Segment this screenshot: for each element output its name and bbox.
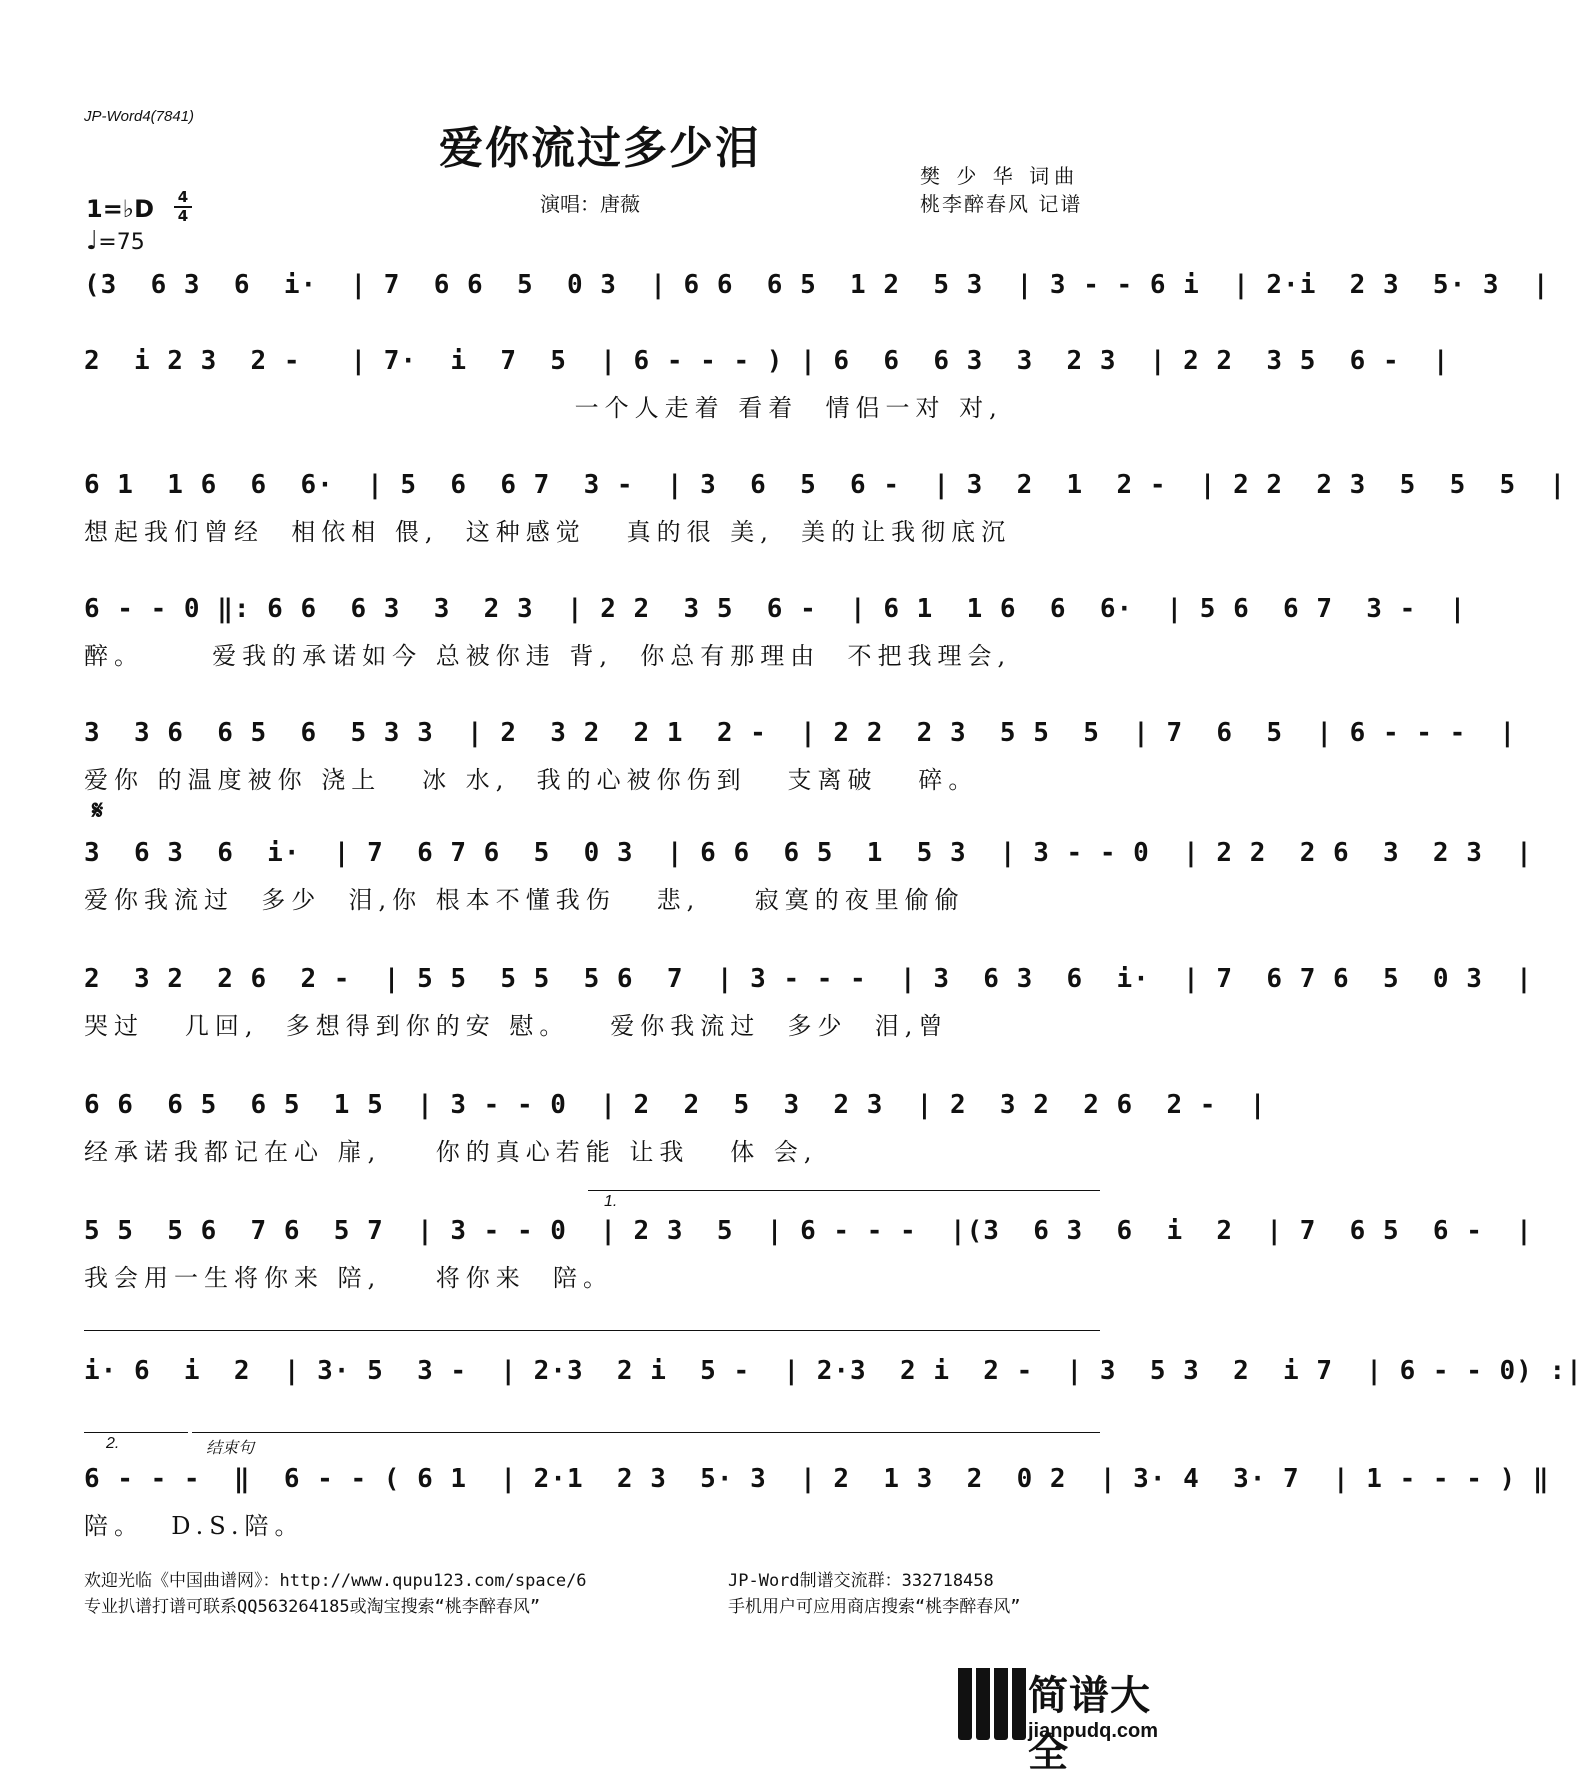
song-title: 爱你流过多少泪	[439, 123, 761, 174]
time-signature-top: 4	[177, 188, 189, 206]
software-label: JP-Word4(7841)	[84, 108, 195, 125]
time-signature-bottom: 4	[177, 207, 189, 225]
quarter-note-icon: ♩	[86, 226, 99, 256]
volta-2-label: 2.	[106, 1435, 120, 1452]
tempo-value: =75	[98, 230, 145, 255]
lyric-line: 陪。 D.S.陪。	[84, 1512, 305, 1540]
coda-bracket	[192, 1432, 1100, 1433]
notation-line: 2 3 2 2 6 2 - | 5 5 5 5 5 6 7 | 3 - - - | 3 6 3 6 i· | 7 6 7 6 5 0 3 |	[84, 964, 1533, 994]
lyric-line: 一个人走着 看着 情侣一对 对,	[84, 394, 1003, 422]
notation-line: i· 6 i 2 | 3· 5 3 - | 2·3 2 i 5 - | 2·3 2 i 2 - | 3 5 3 2 i 7 | 6 - - 0) :|	[84, 1356, 1583, 1386]
notation-line: 6 1 1 6 6 6· | 5 6 6 7 3 - | 3 6 5 6 - | 3 2 1 2 - | 2 2 2 3 5 5 5 |	[84, 470, 1567, 500]
notation-line: 6 - - - ‖ 6 - - ( 6 1 | 2·1 2 3 5· 3 | 2 1 3 2 0 2 | 3· 4 3· 7 | 1 - - - ) ‖	[84, 1464, 1550, 1494]
transcriber-credit: 桃李醉春风 记谱	[920, 192, 1083, 216]
coda-label: 结束句	[206, 1440, 255, 1457]
repeat-bracket	[84, 1330, 1100, 1331]
volta-1-label: 1.	[604, 1193, 618, 1210]
lyric-line: 爱你我流过 多少 泪,你 根本不懂我伤 悲, 寂寞的夜里偷偷	[84, 886, 965, 914]
lyric-line: 经承诺我都记在心 扉, 你的真心若能 让我 体 会,	[84, 1138, 818, 1166]
notation-line: (3 6 3 6 i· | 7 6 6 5 0 3 | 6 6 6 5 1 2 5 3 | 3 - - 6 i | 2·i 2 3 5· 3 |	[84, 270, 1550, 300]
logo-text: 简谱大全	[1028, 1673, 1151, 1776]
site-logo	[958, 1660, 1188, 1776]
footer-group: JP-Word制谱交流群：332718458	[728, 1571, 994, 1591]
lyric-line: 哭过 几回, 多想得到你的安 慰。 爱你我流过 多少 泪,曾	[84, 1012, 949, 1040]
notation-line: 3 6 3 6 i· | 7 6 7 6 5 0 3 | 6 6 6 5 1 5 3 | 3 - - 0 | 2 2 2 6 3 2 3 |	[84, 838, 1533, 868]
key-signature: 1=♭D	[86, 195, 155, 223]
footer-contact: 专业扒谱打谱可联系QQ563264185或淘宝搜索“桃李醉春风”	[84, 1597, 541, 1617]
lyric-line: 醉。 爱我的承诺如今 总被你违 背, 你总有那理由 不把我理会,	[84, 642, 1012, 670]
segno-icon: 𝄋	[92, 796, 104, 826]
notation-line: 2 i 2 3 2 - | 7· i 7 5 | 6 - - - ) | 6 6 6 3 3 2 3 | 2 2 3 5 6 - |	[84, 346, 1450, 376]
volta-bracket-2	[84, 1432, 188, 1433]
lyric-line: 我会用一生将你来 陪, 将你来 陪。	[84, 1264, 614, 1292]
notation-line: 6 6 6 5 6 5 1 5 | 3 - - 0 | 2 2 5 3 2 3 | 2 3 2 2 6 2 - |	[84, 1090, 1267, 1120]
notation-line: 3 3 6 6 5 6 5 3 3 | 2 3 2 2 1 2 - | 2 2 2 3 5 5 5 | 7 6 5 | 6 - - - |	[84, 718, 1517, 748]
lyric-line: 爱你 的温度被你 浇上 冰 水, 我的心被你伤到 支离破 碎。	[84, 766, 979, 794]
time-signature	[172, 189, 194, 225]
footer-mobile: 手机用户可应用商店搜索“桃李醉春风”	[728, 1597, 1021, 1617]
tempo-marking	[86, 226, 145, 256]
notation-line: 6 - - 0 ‖: 6 6 6 3 3 2 3 | 2 2 3 5 6 - | 6 1 1 6 6 6· | 5 6 6 7 3 - |	[84, 594, 1467, 624]
notation-line: 5 5 5 6 7 6 5 7 | 3 - - 0 | 2 3 5 | 6 - - - |(3 6 3 6 i 2 | 7 6 5 6 - |	[84, 1216, 1533, 1246]
logo-url: jianpudq.com	[1028, 1720, 1158, 1742]
lyric-line: 想起我们曾经 相依相 偎, 这种感觉 真的很 美, 美的让我彻底沉	[84, 518, 1012, 546]
singer-credit: 演唱：唐薇	[540, 192, 640, 216]
piano-keys-icon	[958, 1668, 1026, 1740]
footer-website: 欢迎光临《中国曲谱网》：http://www.qupu123.com/space/6	[84, 1571, 587, 1591]
volta-bracket-1	[588, 1190, 1100, 1191]
composer-credit: 樊 少 华 词曲	[920, 164, 1080, 188]
